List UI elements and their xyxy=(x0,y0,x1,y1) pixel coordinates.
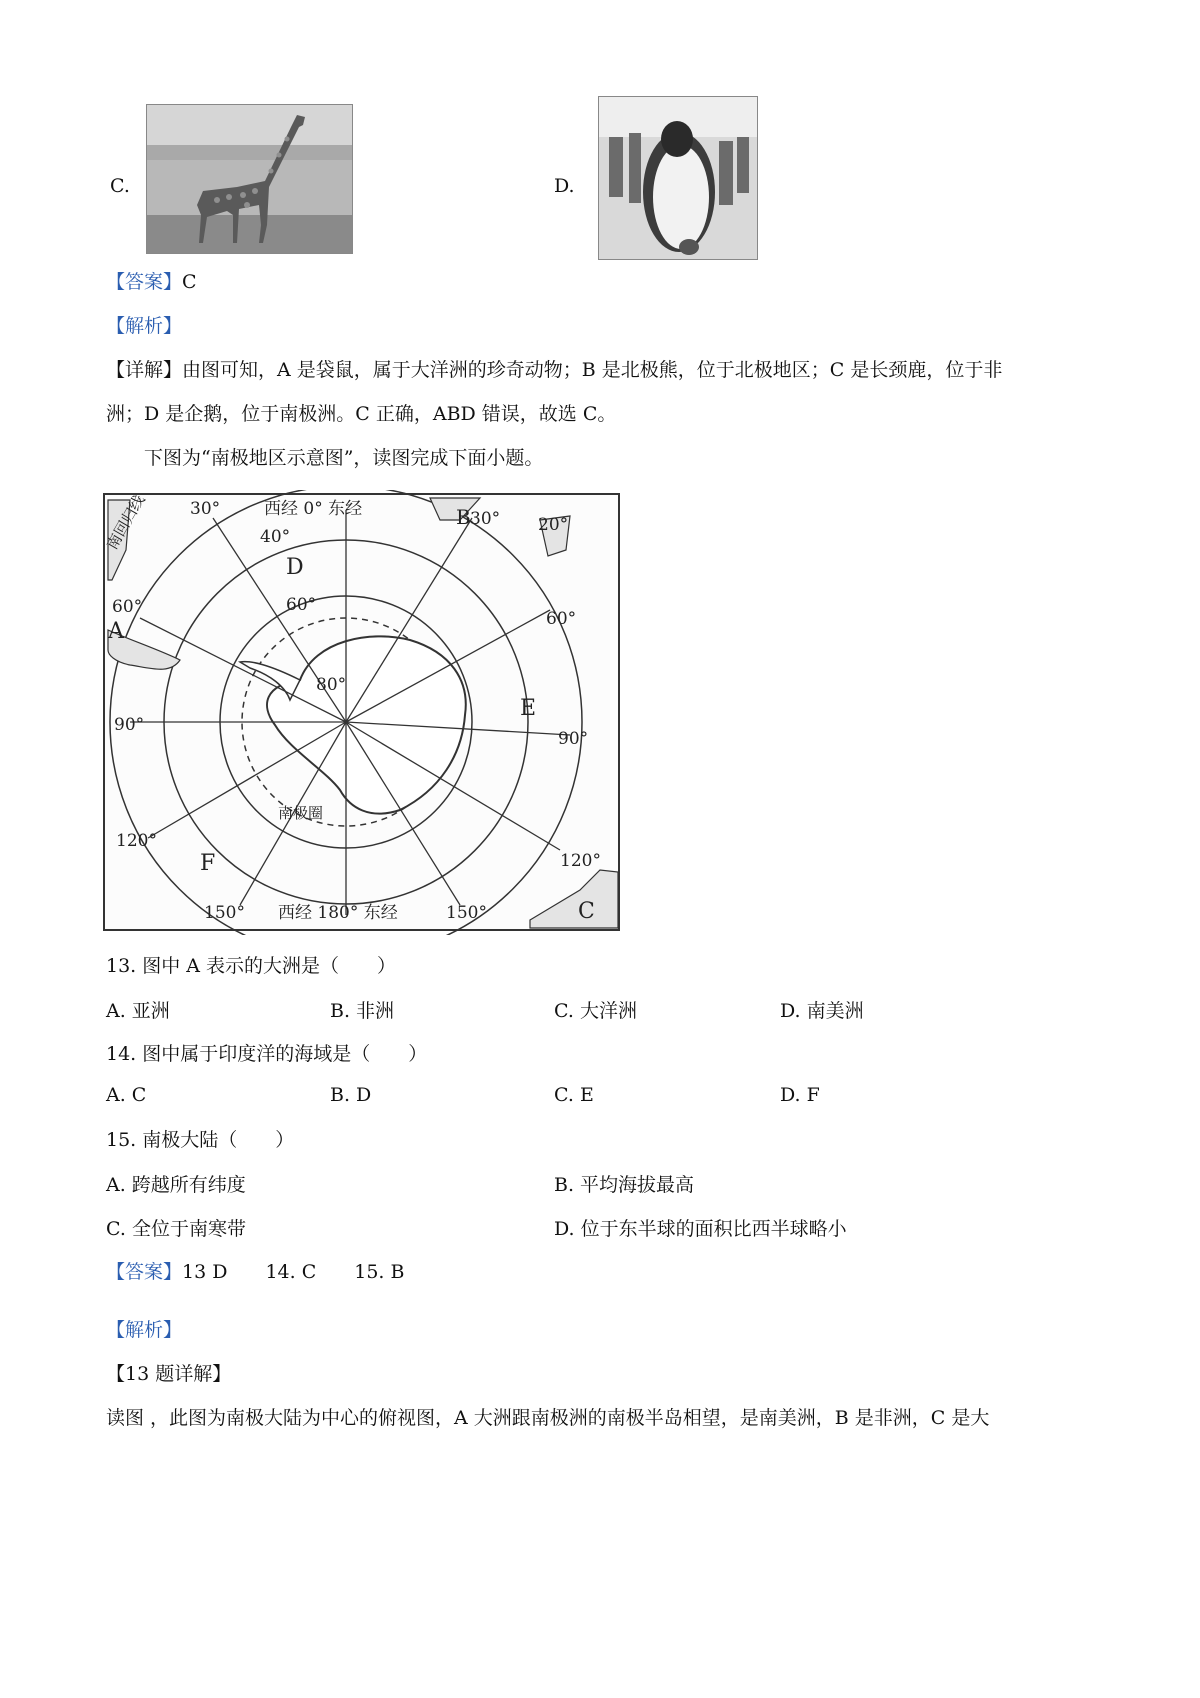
analysis-tag: 【解析】 xyxy=(106,315,183,337)
deg150-right: 150° xyxy=(446,903,487,923)
detail-13-text: 读图 ，此图为南极大陆为中心的俯视图，A 大洲跟南极洲的南极半岛相望，是南美洲，B 是非洲，C 是大 xyxy=(106,1407,990,1429)
detail-line-1: 【详解】由图可知，A 是袋鼠，属于大洋洲的珍奇动物；B 是北极熊，位于北极地区；C 是长颈鹿，位于非 xyxy=(106,359,1003,381)
q15-option-c[interactable]: C. 全位于南寒带 xyxy=(106,1218,246,1240)
option-d-label: D. xyxy=(554,175,575,197)
circle-label: 南极圈 xyxy=(278,804,324,822)
label-E: E xyxy=(520,696,537,721)
intro-text: 下图为“南极地区示意图”，读图完成下面小题。 xyxy=(144,447,544,469)
top-lon-label: 西经 0° 东经 xyxy=(264,499,363,519)
label-D: D xyxy=(286,555,304,580)
q15-option-d[interactable]: D. 位于东半球的面积比西半球略小 xyxy=(554,1218,847,1240)
q14-option-a[interactable]: A. C xyxy=(106,1084,147,1106)
deg30-left: 30° xyxy=(190,499,221,519)
deg90-right: 90° xyxy=(558,729,589,749)
q13-option-c[interactable]: C. 大洋洲 xyxy=(554,1000,637,1022)
deg60-inner: 60° xyxy=(286,595,317,615)
deg60-right: 60° xyxy=(546,609,577,629)
answer-line-2 xyxy=(106,1258,404,1286)
label-B: B xyxy=(456,505,471,529)
answer-value-2: 13 D 14. C 15. B xyxy=(182,1261,405,1283)
q14-option-b[interactable]: B. D xyxy=(330,1084,372,1106)
penguin-image xyxy=(598,96,758,260)
q13-option-d[interactable]: D. 南美洲 xyxy=(780,1000,864,1022)
option-c-label: C. xyxy=(110,175,130,197)
q14-option-d[interactable]: D. F xyxy=(780,1084,820,1106)
deg60-left: 60° xyxy=(112,597,143,617)
deg80: 80° xyxy=(316,675,347,695)
analysis-tag-2: 【解析】 xyxy=(106,1319,183,1341)
q15-option-b[interactable]: B. 平均海拔最高 xyxy=(554,1174,695,1196)
detail-line-2: 洲；D 是企鹅，位于南极洲。C 正确，ABD 错误，故选 C。 xyxy=(106,403,617,425)
question-14-stem: 14. 图中属于印度洋的海域是（ ） xyxy=(106,1043,428,1065)
q14-option-c[interactable]: C. E xyxy=(554,1084,594,1106)
deg120-left: 120° xyxy=(116,831,157,851)
answer-value: C xyxy=(182,271,197,293)
deg20: 20° xyxy=(538,515,569,535)
answer-line-1 xyxy=(106,268,197,296)
giraffe-image xyxy=(146,104,353,254)
label-C: C xyxy=(578,899,595,924)
deg120-right: 120° xyxy=(560,851,601,871)
q13-option-b[interactable]: B. 非洲 xyxy=(330,1000,395,1022)
question-15-stem: 15. 南极大陆（ ） xyxy=(106,1129,295,1151)
answer-tag: 【答案】 xyxy=(106,271,183,293)
bottom-lon-label: 西经 180° 东经 xyxy=(278,903,398,923)
q13-option-a[interactable]: A. 亚洲 xyxy=(106,1000,170,1022)
deg30-right: 30° xyxy=(470,509,501,529)
deg150-left: 150° xyxy=(204,903,245,923)
deg40: 40° xyxy=(260,527,291,547)
detail-13-title: 【13 题详解】 xyxy=(106,1363,232,1385)
label-F: F xyxy=(200,851,216,876)
tropic-label: 南回归线 xyxy=(102,491,149,553)
question-13-stem: 13. 图中 A 表示的大洲是（ ） xyxy=(106,955,397,977)
label-A: A xyxy=(108,619,124,644)
answer-tag-2: 【答案】 xyxy=(106,1261,183,1283)
deg90-left: 90° xyxy=(114,715,145,735)
antarctic-map xyxy=(100,490,630,935)
q15-option-a[interactable]: A. 跨越所有纬度 xyxy=(106,1174,246,1196)
